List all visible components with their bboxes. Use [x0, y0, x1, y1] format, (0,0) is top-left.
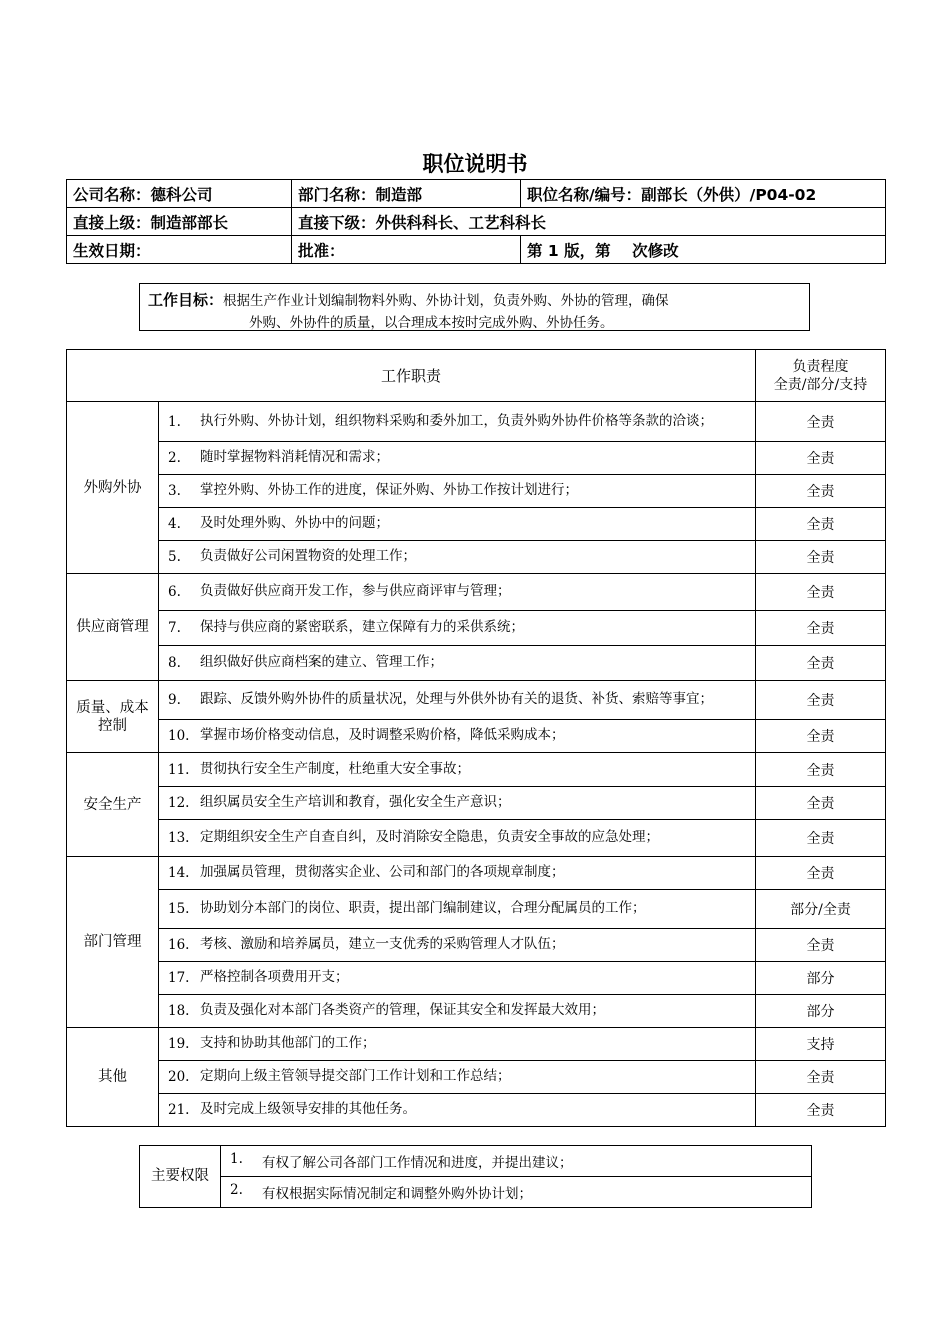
header-row	[67, 180, 886, 208]
department-name: 部门名称：制造部	[292, 180, 521, 208]
level-header-line2: 全责/部分/支持	[773, 376, 868, 393]
duty-item	[159, 962, 756, 995]
duty-item-number: 4.	[168, 516, 181, 532]
duty-responsibility-level: 全责	[756, 753, 886, 787]
duty-item	[159, 1061, 756, 1094]
duty-item-number: 8.	[168, 655, 181, 671]
header-row	[67, 236, 886, 264]
rights-item	[221, 1177, 812, 1208]
work-goal-label: 工作目标：	[148, 291, 224, 309]
duty-item-number: 7.	[168, 620, 181, 636]
duty-item-number: 9.	[168, 692, 181, 708]
duty-item-number: 5.	[168, 549, 181, 565]
duty-category: 质量、成本控制	[67, 681, 159, 753]
duty-row	[67, 1061, 886, 1094]
duties-header-row	[67, 350, 886, 402]
duty-responsibility-level: 全责	[756, 1094, 886, 1127]
duty-item-text: 负责做好公司闲置物资的处理工作；	[200, 548, 416, 564]
duty-row	[67, 753, 886, 787]
duty-row	[67, 787, 886, 820]
duty-responsibility-level: 全责	[756, 611, 886, 646]
duty-row	[67, 890, 886, 929]
duty-item	[159, 720, 756, 753]
duty-item-text: 掌握市场价格变动信息，及时调整采购价格，降低采购成本；	[200, 727, 565, 743]
duty-item	[159, 1094, 756, 1127]
duty-item	[159, 646, 756, 681]
duty-item	[159, 1028, 756, 1061]
duty-item	[159, 890, 756, 929]
duty-responsibility-level: 部分	[756, 962, 886, 995]
duty-item-text: 组织做好供应商档案的建立、管理工作；	[200, 654, 443, 670]
header-info-table	[66, 179, 886, 264]
rights-row	[140, 1146, 812, 1177]
duty-item	[159, 442, 756, 475]
duty-item-number: 13.	[168, 830, 190, 846]
duty-item-text: 定期组织安全生产自查自纠，及时消除安全隐患，负责安全事故的应急处理；	[200, 829, 659, 845]
duty-item-text: 协助划分本部门的岗位、职责，提出部门编制建议，合理分配属员的工作；	[200, 900, 646, 916]
duty-row	[67, 995, 886, 1028]
duty-responsibility-level: 全责	[756, 929, 886, 962]
rights-item	[221, 1146, 812, 1177]
duty-item-text: 负责及强化对本部门各类资产的管理，保证其安全和发挥最大效用；	[200, 1002, 605, 1018]
duty-item-number: 16.	[168, 937, 190, 953]
rights-row	[140, 1177, 812, 1208]
duty-item	[159, 995, 756, 1028]
duty-item	[159, 857, 756, 890]
direct-subordinates: 直接下级：外供科科长、工艺科科长	[292, 208, 886, 236]
duties-table	[66, 349, 886, 1127]
duty-row	[67, 1028, 886, 1061]
duty-item	[159, 611, 756, 646]
duty-responsibility-level: 全责	[756, 857, 886, 890]
rights-item-text: 有权了解公司各部门工作情况和进度，并提出建议；	[262, 1155, 573, 1171]
duty-item-text: 及时处理外购、外协中的问题；	[200, 515, 389, 531]
duty-item-text: 定期向上级主管领导提交部门工作计划和工作总结；	[200, 1068, 511, 1084]
duty-item-text: 贯彻执行安全生产制度，杜绝重大安全事故；	[200, 760, 470, 777]
duty-item	[159, 508, 756, 541]
duty-item-number: 12.	[168, 795, 190, 811]
duty-row	[67, 475, 886, 508]
duty-category: 外购外协	[67, 402, 159, 574]
duty-category: 供应商管理	[67, 574, 159, 681]
duty-item-number: 21.	[168, 1102, 190, 1118]
duty-row	[67, 646, 886, 681]
duty-item-number: 6.	[168, 584, 181, 600]
duty-item	[159, 929, 756, 962]
duty-item-text: 组织属员安全生产培训和教育，强化安全生产意识；	[200, 794, 511, 810]
duty-item	[159, 541, 756, 574]
duty-item-text: 支持和协助其他部门的工作；	[200, 1035, 376, 1051]
duty-item-number: 18.	[168, 1003, 190, 1019]
duty-row	[67, 962, 886, 995]
work-goal-box	[139, 283, 810, 331]
duty-responsibility-level: 全责	[756, 475, 886, 508]
rights-item-number: 1.	[230, 1151, 243, 1167]
duty-responsibility-level: 全责	[756, 820, 886, 857]
duty-responsibility-level: 支持	[756, 1028, 886, 1061]
work-goal-text-line2: 外购、外协件的质量，以合理成本按时完成外购、外协任务。	[249, 315, 614, 331]
duty-item-number: 11.	[168, 761, 190, 778]
duty-item	[159, 820, 756, 857]
duty-responsibility-level: 全责	[756, 787, 886, 820]
duty-responsibility-level: 全责	[756, 1061, 886, 1094]
duty-category: 安全生产	[67, 753, 159, 857]
duty-item-number: 2.	[168, 450, 181, 466]
duty-responsibility-level: 部分	[756, 995, 886, 1028]
rights-table	[139, 1145, 812, 1208]
duty-item	[159, 787, 756, 820]
duty-responsibility-level: 部分/全责	[756, 890, 886, 929]
duty-item-text: 严格控制各项费用开支；	[200, 969, 349, 985]
duty-item-number: 1.	[168, 413, 181, 430]
version-info: 第 1 版，第 次修改	[521, 236, 886, 264]
duty-row	[67, 508, 886, 541]
duty-item	[159, 681, 756, 720]
work-goal-text-line1: 根据生产作业计划编制物料外购、外协计划，负责外购、外协的管理，确保	[223, 293, 669, 309]
header-row	[67, 208, 886, 236]
duty-item-number: 10.	[168, 728, 190, 744]
duty-item-text: 考核、激励和培养属员，建立一支优秀的采购管理人才队伍；	[200, 936, 565, 952]
duty-item	[159, 402, 756, 442]
duty-item-text: 加强属员管理，贯彻落实企业、公司和部门的各项规章制度；	[200, 864, 565, 880]
duty-responsibility-level: 全责	[756, 720, 886, 753]
duty-row	[67, 681, 886, 720]
duty-item-number: 19.	[168, 1036, 190, 1052]
duty-item-number: 14.	[168, 865, 190, 881]
duty-responsibility-level: 全责	[756, 442, 886, 475]
duty-responsibility-level: 全责	[756, 402, 886, 442]
duties-header: 工作职责	[67, 350, 756, 402]
duty-item	[159, 753, 756, 787]
duty-responsibility-level: 全责	[756, 541, 886, 574]
effective-date: 生效日期：	[67, 236, 292, 264]
duty-row	[67, 720, 886, 753]
duty-item-text: 掌控外购、外协工作的进度，保证外购、外协工作按计划进行；	[200, 482, 578, 498]
rights-category: 主要权限	[140, 1146, 221, 1208]
rights-item-number: 2.	[230, 1182, 243, 1198]
duties-body	[67, 402, 886, 1127]
duty-item-number: 3.	[168, 483, 181, 499]
duty-row	[67, 857, 886, 890]
duty-row	[67, 442, 886, 475]
duty-category: 部门管理	[67, 857, 159, 1028]
duty-category: 其他	[67, 1028, 159, 1127]
duty-item-number: 17.	[168, 970, 190, 986]
duty-row	[67, 611, 886, 646]
duty-responsibility-level: 全责	[756, 574, 886, 611]
duty-item-text: 随时掌握物料消耗情况和需求；	[200, 449, 389, 465]
duty-item-text: 执行外购、外协计划，组织物料采购和委外加工，负责外购外协件价格等条款的洽谈；	[200, 412, 713, 429]
duty-item-text: 保持与供应商的紧密联系，建立保障有力的采供系统；	[200, 619, 524, 635]
level-header	[756, 350, 886, 402]
level-header-line1: 负责程度	[792, 358, 849, 375]
duty-responsibility-level: 全责	[756, 681, 886, 720]
duty-item-number: 20.	[168, 1069, 190, 1085]
duty-item	[159, 574, 756, 611]
duty-row	[67, 541, 886, 574]
duty-item	[159, 475, 756, 508]
duty-item-text: 跟踪、反馈外购外协件的质量状况，处理与外供外协有关的退货、补货、索赔等事宜；	[200, 691, 713, 707]
rights-item-text: 有权根据实际情况制定和调整外购外协计划；	[262, 1186, 532, 1202]
duty-item-number: 15.	[168, 901, 190, 917]
position-name-code: 职位名称/编号：副部长（外供）/P04-02	[521, 180, 886, 208]
direct-superior: 直接上级：制造部部长	[67, 208, 292, 236]
duty-row	[67, 402, 886, 442]
duty-responsibility-level: 全责	[756, 646, 886, 681]
page-title: 职位说明书	[422, 152, 528, 176]
duty-row	[67, 820, 886, 857]
duty-row	[67, 574, 886, 611]
approval: 批准：	[292, 236, 521, 264]
duty-row	[67, 1094, 886, 1127]
company-name: 公司名称：德科公司	[67, 180, 292, 208]
duty-row	[67, 929, 886, 962]
duty-item-text: 负责做好供应商开发工作，参与供应商评审与管理；	[200, 583, 511, 599]
duty-item-text: 及时完成上级领导安排的其他任务。	[200, 1101, 416, 1117]
duty-responsibility-level: 全责	[756, 508, 886, 541]
